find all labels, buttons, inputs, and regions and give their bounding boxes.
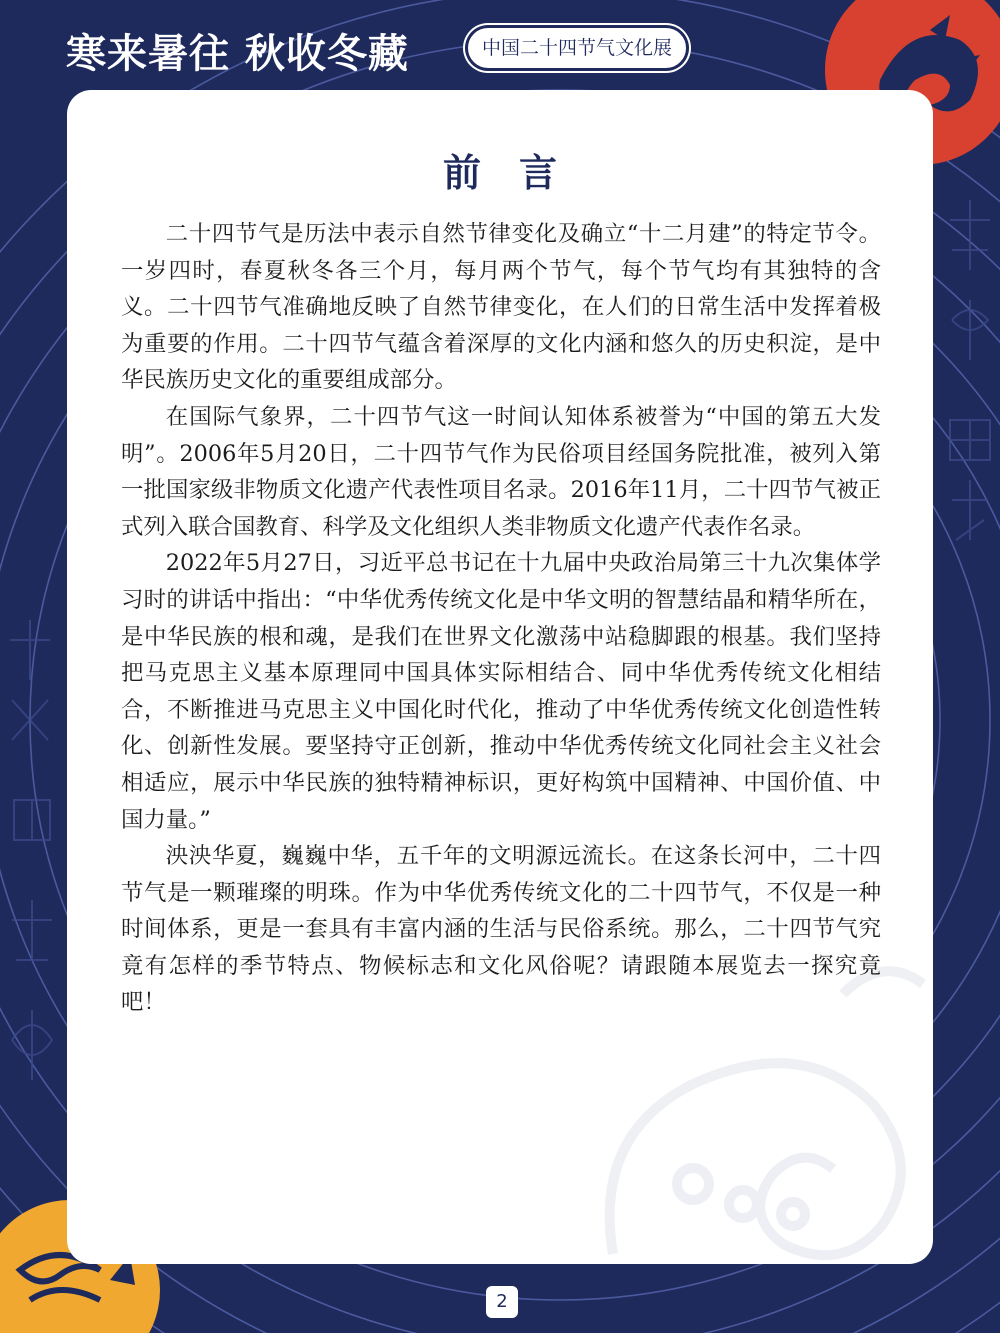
panel-title: 前言 — [442, 150, 595, 195]
page-number: 2 — [486, 1286, 518, 1318]
paragraph: 泱泱华夏，巍巍中华，五千年的文明源远流长。在这条长河中，二十四节气是一颗璀璨的明珠。作为中华优秀传统文化的二十四节气，不仅是一种时间体系，更是一套具有丰富内涵的生活与民俗系统。那么，二十四节气究竟有怎样的季节特点、物候标志和文化风俗呢？请跟随本展览去一探究竟吧！ — [121, 843, 881, 1016]
paragraph: 二十四节气是历法中表示自然节律变化及确立“十二月建”的特定节令。一岁四时，春夏秋冬各三个月，每月两个节气，每个节气均有其独特的含义。二十四节气准确地反映了自然节律变化，在人们的日常生活中发挥着极为重要的作用。二十四节气蕴含着深厚的文化内涵和悠久的历史积淀，是中华民族历史文化的重要组成部分。 — [121, 221, 881, 394]
header-title: 寒来暑往 秋收冬藏 — [66, 31, 409, 77]
paragraph: 2022年5月27日，习近平总书记在十九届中央政治局第三十九次集体学习时的讲话中指出：“中华优秀传统文化是中华文明的智慧结晶和精华所在，是中华民族的根和魂，是我们在世界文化激荡中站稳脚跟的根基。我们坚持把马克思主义基本原理同中国具体实际相结合、同中华优秀传统文化相结合，不断推进马克思主义中国化时代化，推动了中华优秀传统文化创造性转化、创新性发展。要坚持守正创新，推动中华优秀传统文化同社会主义社会相适应，展示中华民族的独特精神标识，更好构筑中国精神、中国价值、中国力量。” — [121, 550, 881, 833]
foreword-panel — [67, 90, 933, 1264]
foreword-body — [121, 216, 881, 1021]
paragraph: 在国际气象界，二十四节气这一时间认知体系被誉为“中国的第五大发明”。2006年5月20日，二十四节气作为民俗项目经国务院批准，被列入第一批国家级非物质文化遗产代表性项目名录。2016年11月，二十四节气被正式列入联合国教育、科学及文化组织人类非物质文化遗产代表作名录。 — [121, 403, 881, 540]
exhibition-badge: 中国二十四节气文化展 — [468, 28, 686, 68]
